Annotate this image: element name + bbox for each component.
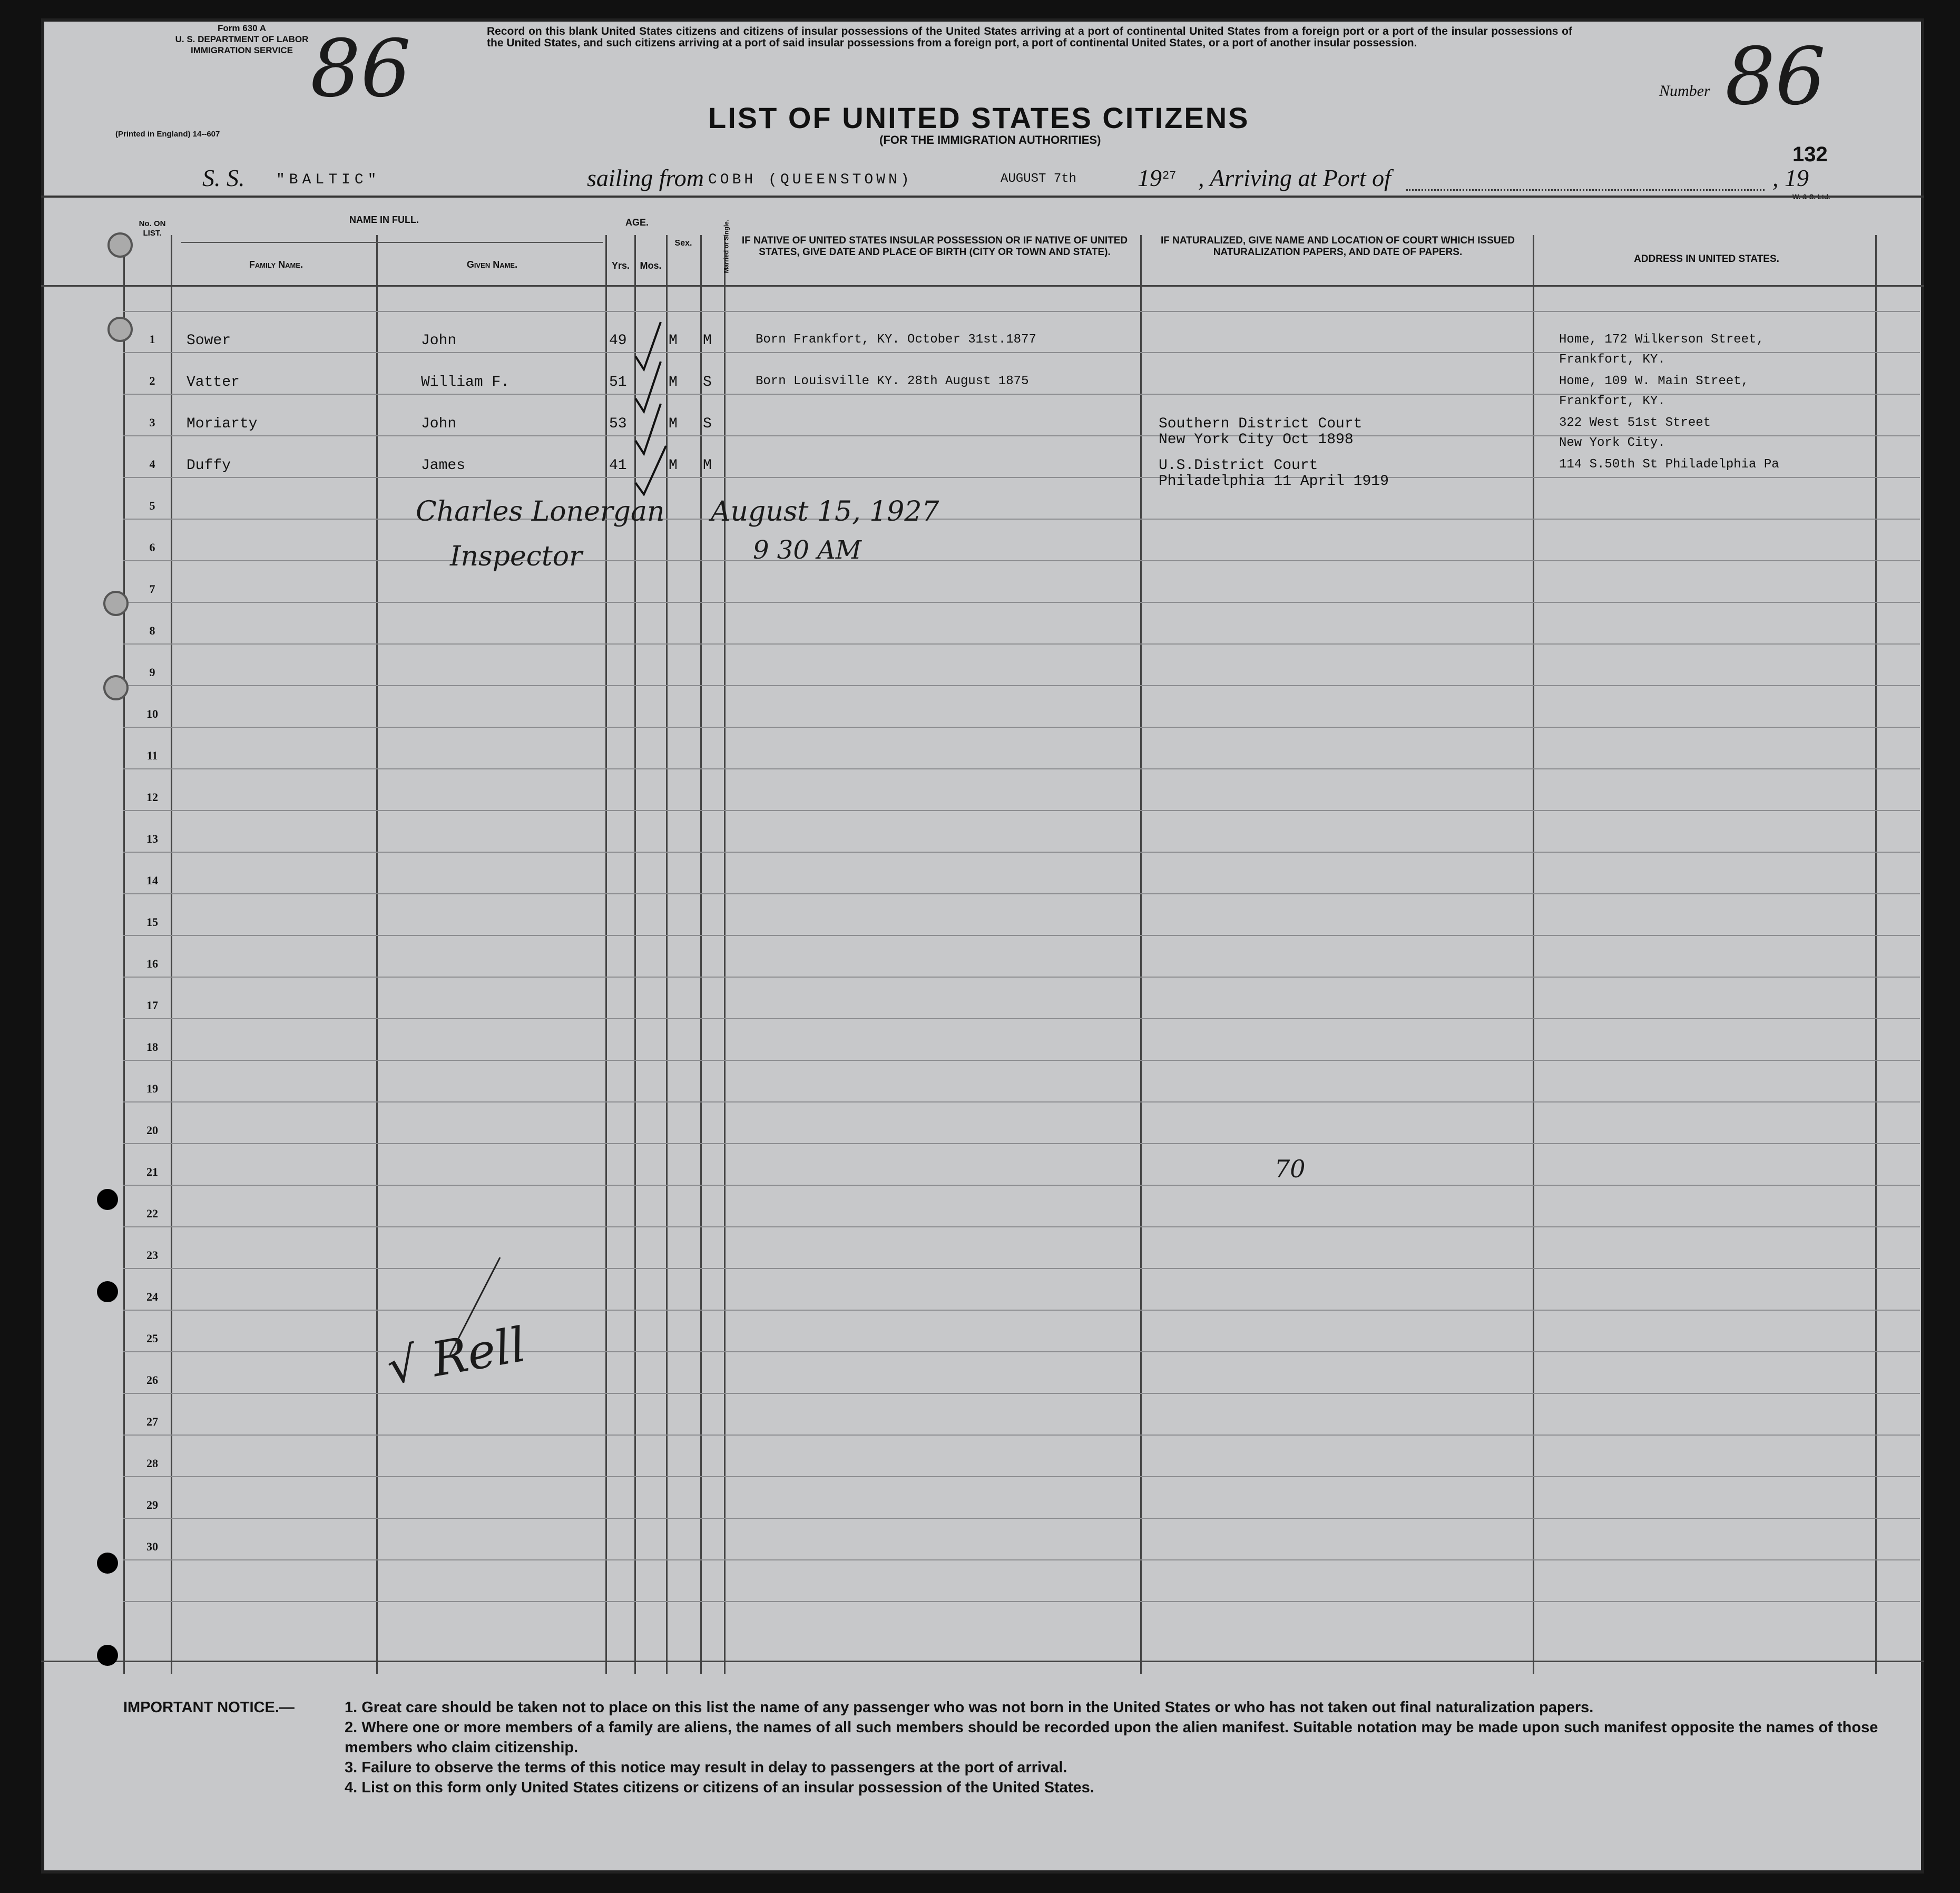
row-number: 6 [149,541,155,554]
row-number: 23 [146,1248,158,1262]
handwritten-initials: √ Rell [383,1316,530,1396]
check-mark-icon [635,446,666,494]
col-married-single: Married or Single. [722,219,730,274]
check-mark-icon [635,362,661,412]
row-number: 21 [146,1165,158,1178]
row-number: 9 [149,666,155,679]
check-marks [629,304,703,504]
binding-hole [103,675,129,700]
address-line-cell: New York City. [1559,436,1665,450]
check-mark-icon [635,322,661,369]
marital-status-cell: S [703,374,712,391]
row-number: 20 [146,1124,158,1137]
address-line-cell: Home, 172 Wilkerson Street, [1559,333,1764,347]
address-line-cell: 114 S.50th St Philadelphia Pa [1559,457,1779,472]
year-prefix: 19 [1138,164,1162,191]
arriving-label: , Arriving at Port of [1198,164,1391,191]
age-years-cell: 49 [609,333,627,349]
col-mos: Mos. [640,260,662,271]
marital-status-cell: S [703,416,712,432]
row-number: 12 [146,791,158,804]
naturalization-date-cell: New York City Oct 1898 [1159,432,1354,448]
page-number: 132 [1792,143,1828,166]
row-number: 13 [146,832,158,845]
row-number: 3 [149,416,155,429]
pen-stroke [445,1255,508,1360]
table-bottom-rule [41,1661,1924,1662]
address-line-cell: Frankfort, KY. [1559,353,1665,367]
col-age: AGE. [625,217,649,228]
name-header-rule [181,242,603,243]
birth-place-cell: Born Frankfort, KY. October 31st.1877 [756,333,1036,347]
address-line-cell: Home, 109 W. Main Street, [1559,374,1749,388]
naturalization-court-cell: Southern District Court [1159,416,1363,432]
row-number: 10 [146,707,158,720]
row-number: 8 [149,624,155,637]
sex-cell: M [669,416,678,432]
binding-hole [107,232,133,258]
department-name: U. S. DEPARTMENT OF LABOR [175,34,309,44]
row-number: 25 [146,1332,158,1345]
naturalization-court-cell: U.S.District Court [1159,457,1318,474]
binding-hole [97,1189,118,1210]
family-name-cell: Moriarty [187,416,258,432]
row-number: 27 [146,1415,158,1428]
voyage-date: AUGUST 7th [1001,172,1077,186]
col-sex: Sex. [674,239,692,248]
sex-cell: M [669,333,678,349]
row-number: 11 [146,749,158,762]
row-number: 4 [149,457,155,471]
sex-cell: M [669,457,678,474]
sailing-label: sailing from [587,164,704,191]
notice-item: 4. List on this form only United States citizens or citizens of an insular possession of the United States. [345,1779,1094,1796]
arrival-year-prefix: , 19 [1772,164,1809,191]
form-header-left [155,23,329,56]
handwritten-number-left: 86 [310,23,411,115]
col-family-name: Family Name. [249,259,303,270]
naturalization-date-cell: Philadelphia 11 April 1919 [1159,473,1389,490]
binding-hole [103,591,129,616]
form-number: Form 630 A [218,23,266,33]
family-name-cell: Vatter [187,374,240,391]
handwritten-mark-70: 70 [1275,1155,1306,1183]
ship-name: "BALTIC" [276,172,381,188]
row-number: 30 [146,1540,158,1553]
service-name: IMMIGRATION SERVICE [191,45,293,55]
inspector-title: Inspector [450,541,582,572]
binding-hole [107,317,133,342]
age-years-cell: 51 [609,374,627,391]
row-number: 28 [146,1457,158,1470]
ruled-lines [123,288,1920,1658]
ss-label: S. S. [202,164,245,191]
col-address: ADDRESS IN UNITED STATES. [1634,253,1779,265]
row-number: 2 [149,374,155,387]
row-number: 19 [146,1082,158,1095]
notice-list [345,1697,1904,1798]
given-name-cell: James [421,457,466,474]
notice-item: 2. Where one or more members of a family are aliens, the names of all such members should be recorded upon the alien manifest. Suitable notation may be made upon such manifest opposite the names of those members who claim citizenship. [345,1719,1878,1756]
row-number: 18 [146,1040,158,1053]
marital-status-cell: M [703,457,712,474]
notice-item: 1. Great care should be taken not to place on this list the name of any passenger who was not born in the United States or who has not taken out final naturalization papers. [345,1699,1594,1716]
row-number: 29 [146,1498,158,1511]
row-number: 22 [146,1207,158,1220]
number-label: Number [1659,82,1710,100]
family-name-cell: Sower [187,333,231,349]
col-name-in-full: NAME IN FULL. [349,214,419,225]
port-from: COBH (QUEENSTOWN) [708,172,913,188]
page-subtitle: (FOR THE IMMIGRATION AUTHORITIES) [879,133,1101,147]
row-number: 26 [146,1373,158,1387]
sex-cell: M [669,374,678,391]
check-mark-icon [635,404,661,454]
row-number: 7 [149,582,155,596]
arrival-port-blank [1406,189,1765,191]
inspection-date: August 15, 1927 [711,496,939,528]
row-number: 14 [146,874,158,887]
year-suffix: 27 [1162,169,1177,182]
table-header-rule [41,285,1924,287]
printer-mark: W. & S. Ltd. [1792,193,1830,201]
given-name-cell: John [421,333,457,349]
age-years-cell: 41 [609,457,627,474]
address-line-cell: Frankfort, KY. [1559,394,1665,408]
row-number: 5 [149,499,155,512]
inspector-name: Charles Lonergan [416,496,665,528]
col-given-name: Given Name. [466,259,518,270]
binding-hole [97,1553,118,1574]
row-number: 24 [146,1290,158,1303]
col-yrs: Yrs. [611,260,630,271]
handwritten-number-right: 86 [1725,31,1826,123]
given-name-cell: William F. [421,374,510,391]
binding-hole [97,1645,118,1666]
row-number: 15 [146,915,158,929]
address-line-cell: 322 West 51st Street [1559,416,1711,430]
page-title: LIST OF UNITED STATES CITIZENS [708,101,1250,134]
birth-place-cell: Born Louisville KY. 28th August 1875 [756,374,1029,388]
col-no-on-list: No. ON LIST. [139,219,166,238]
age-years-cell: 53 [609,416,627,432]
manifest-sheet [41,18,1924,1874]
row-number: 16 [146,957,158,970]
binding-hole [97,1281,118,1302]
row-number: 17 [146,999,158,1012]
col-birth: IF NATIVE OF UNITED STATES INSULAR POSSESSION OR IF NATIVE OF UNITED STATES, GIVE DATE AND PLACE OF BIRTH (CITY OR TOWN AND STATE). [741,235,1128,258]
printed-note: (Printed in England) 14--607 [115,130,220,139]
table-top-rule [41,196,1924,198]
notice-item: 3. Failure to observe the terms of this notice may result in delay to passengers at the port of arrival. [345,1759,1067,1776]
row-number: 1 [149,333,155,346]
inspection-time: 9 30 AM [753,535,861,565]
family-name-cell: Duffy [187,457,231,474]
col-naturalized: IF NATURALIZED, GIVE NAME AND LOCATION OF COURT WHICH ISSUED NATURALIZATION PAPERS, AND DATE OF PAPERS. [1160,235,1515,258]
marital-status-cell: M [703,333,712,349]
record-instructions: Record on this blank United States citizens and citizens of insular possessions of the United States arriving at a port of continental United States from a foreign port or a port of the insular possessions of the United States, and such citizens arriving at a port of said insular possessions from a foreign port, a port of continental United States, or a port of another insular possession. [487,25,1572,49]
notice-heading: IMPORTANT NOTICE.— [123,1699,295,1716]
given-name-cell: John [421,416,457,432]
